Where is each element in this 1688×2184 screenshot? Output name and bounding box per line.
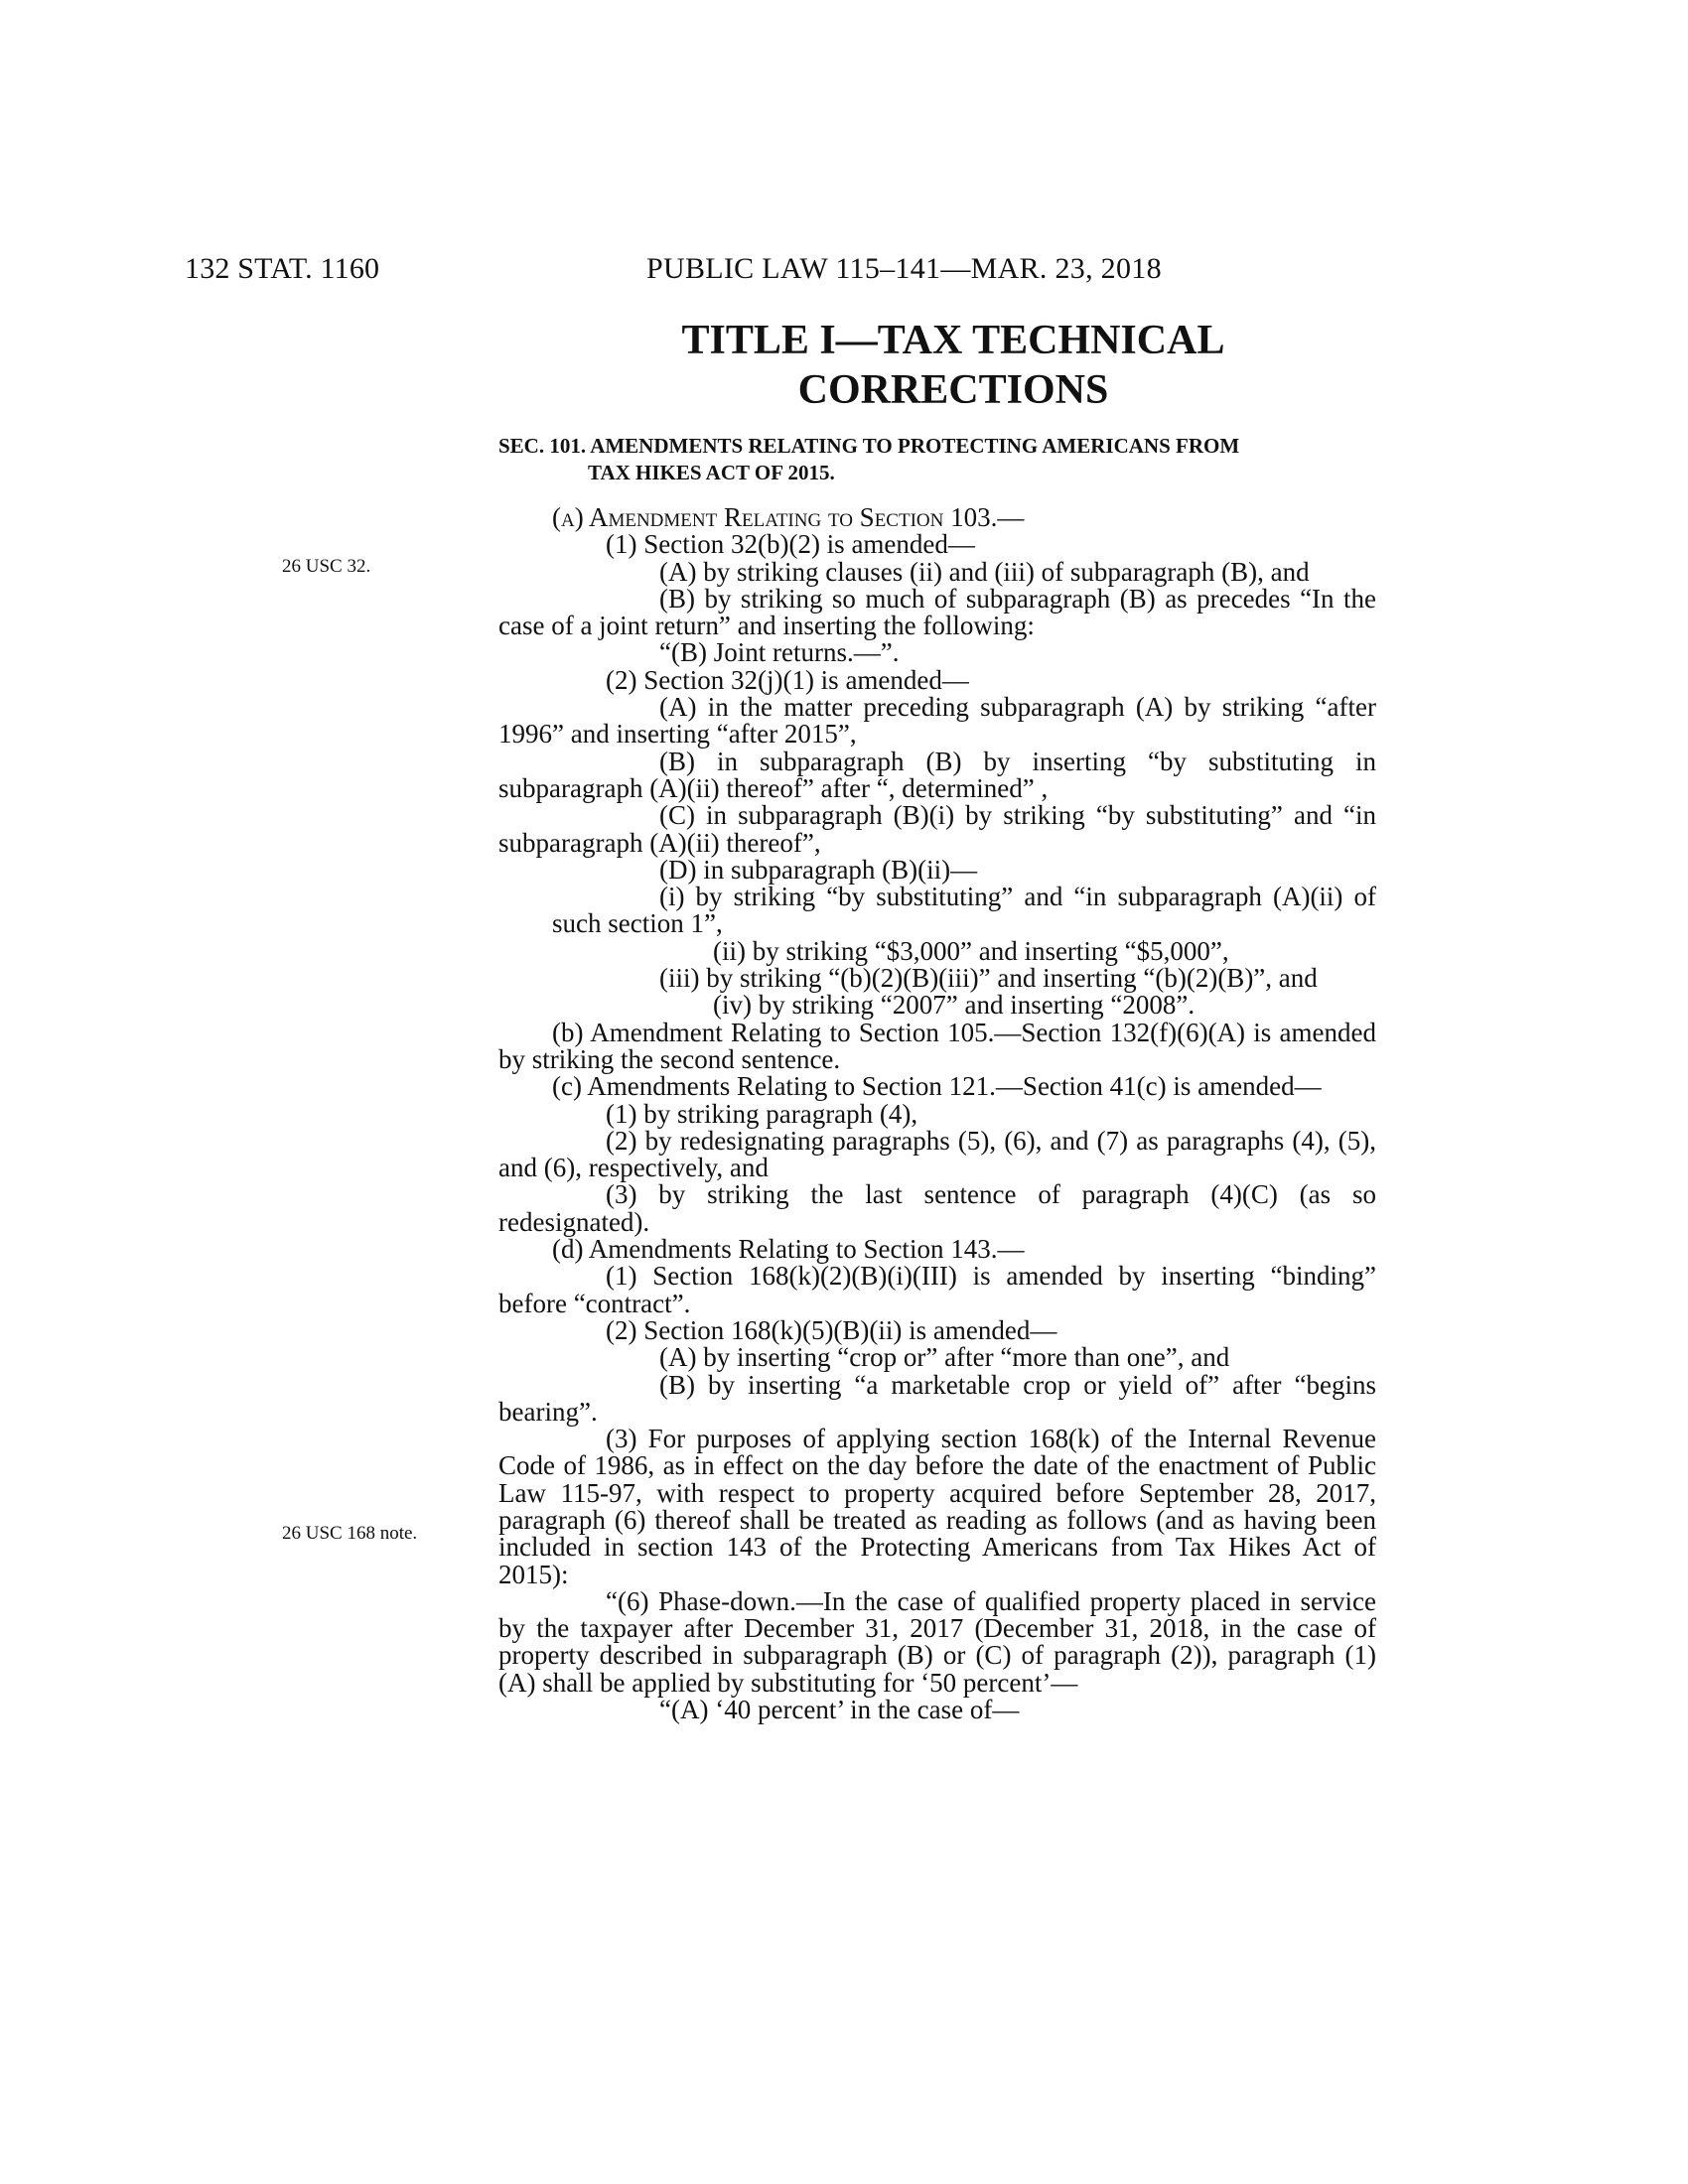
document-body: [498, 504, 1376, 1723]
paragraph-d1: (1) Section 168(k)(2)(B)(i)(III) is amended by inserting “binding” before “contract”.: [498, 1261, 1376, 1318]
section-heading-line-2: TAX HIKES ACT OF 2015.: [588, 461, 835, 484]
title-line-2: CORRECTIONS: [797, 367, 1109, 413]
margin-note-usc168: 26 USC 168 note.: [282, 1523, 418, 1544]
paragraph-a2: (2) Section 32(j)(1) is amended—: [606, 664, 969, 695]
clause-a2Div: (iv) by striking “2007” and inserting “2008”.: [713, 990, 1196, 1021]
paragraph-d2: (2) Section 168(k)(5)(B)(ii) is amended—: [606, 1314, 1057, 1345]
paragraph-a2A: (A) in the matter preceding subparagraph (A) by striking “after 1996” and inserting “after 2015”,: [498, 692, 1376, 750]
subsection-a-heading: (a) Amendment Relating to Section 103.—: [552, 502, 1025, 532]
clause-a2Diii: (iii) by striking “(b)(2)(B)(iii)” and inserting “(b)(2)(B)”, and: [659, 963, 1318, 994]
section-heading-line-1: SEC. 101. AMENDMENTS RELATING TO PROTECTING AMERICANS FROM: [498, 434, 1240, 458]
paragraph-c1: (1) by striking paragraph (4),: [606, 1098, 918, 1129]
margin-note-usc32: 26 USC 32.: [282, 556, 371, 577]
statute-page-number: 132 STAT. 1160: [185, 252, 380, 285]
clause-a2Dii: (ii) by striking “$3,000” and inserting “$5,000”,: [713, 935, 1229, 966]
paragraph-a1B: (B) by striking so much of subparagraph (B) as precedes “In the case of a joint return” and inserting the following:: [498, 583, 1376, 641]
paragraph-a2B: (B) in subparagraph (B) by inserting “by substituting in subparagraph (A)(ii) thereof” after “, determined” ,: [498, 746, 1376, 803]
subsection-c: (c) Amendments Relating to Section 121.—Section 41(c) is amended—: [552, 1071, 1322, 1102]
subsection-d-heading: (d) Amendments Relating to Section 143.—: [552, 1234, 1025, 1265]
paragraph-c3: (3) by striking the last sentence of paragraph (4)(C) (as so redesignated).: [498, 1179, 1376, 1237]
paragraph-a1: (1) Section 32(b)(2) is amended—: [606, 529, 975, 560]
paragraph-d2B: (B) by inserting “a marketable crop or yield of” after “begins bearing”.: [498, 1369, 1376, 1427]
paragraph-d2A: (A) by inserting “crop or” after “more than one”, and: [659, 1342, 1230, 1373]
paragraph-d3-6: “(6) Phase-down.—In the case of qualified property placed in service by the taxpayer after December 31, 2017 (December 31, 2018, in the case of property described in subparagraph (B) or (C) of paragraph (2)), paragraph (1)(A) shall be applied by substituting for ‘50 percent’—: [498, 1585, 1376, 1698]
clause-a2Di: (i) by striking “by substituting” and “in subparagraph (A)(ii) of such section 1”,: [552, 882, 1376, 939]
paragraph-c2: (2) by redesignating paragraphs (5), (6), and (7) as paragraphs (4), (5), and (6), respectively, and: [498, 1125, 1376, 1183]
paragraph-d3-6A: “(A) ‘40 percent’ in the case of—: [659, 1695, 1020, 1725]
paragraph-a2D: (D) in subparagraph (B)(ii)—: [659, 854, 978, 885]
title-heading: [606, 316, 1301, 415]
subsection-b: (b) Amendment Relating to Section 105.—Section 132(f)(6)(A) is amended by striking the second sentence.: [498, 1017, 1376, 1074]
section-heading: [498, 433, 1376, 486]
title-line-1: TITLE I—TAX TECHNICAL: [681, 318, 1225, 363]
paragraph-d3: (3) For purposes of applying section 168(k) of the Internal Revenue Code of 1986, as in effect on the day before the date of the enactment of Public Law 115-97, with respect to property acquired before September 28, 2017, paragraph (6) thereof shall be treated as reading as follows (and as having been included in section 143 of the Protecting Americans from Tax Hikes Act of 2015):: [498, 1424, 1376, 1589]
paragraph-a2C: (C) in subparagraph (B)(i) by striking “by substituting” and “in subparagraph (A)(ii) thereof”,: [498, 800, 1376, 858]
paragraph-a1B-quote: “(B) Joint returns.—”.: [659, 637, 900, 668]
paragraph-a1A: (A) by striking clauses (ii) and (iii) of subparagraph (B), and: [659, 556, 1310, 587]
running-header: PUBLIC LAW 115–141—MAR. 23, 2018: [646, 252, 1162, 285]
